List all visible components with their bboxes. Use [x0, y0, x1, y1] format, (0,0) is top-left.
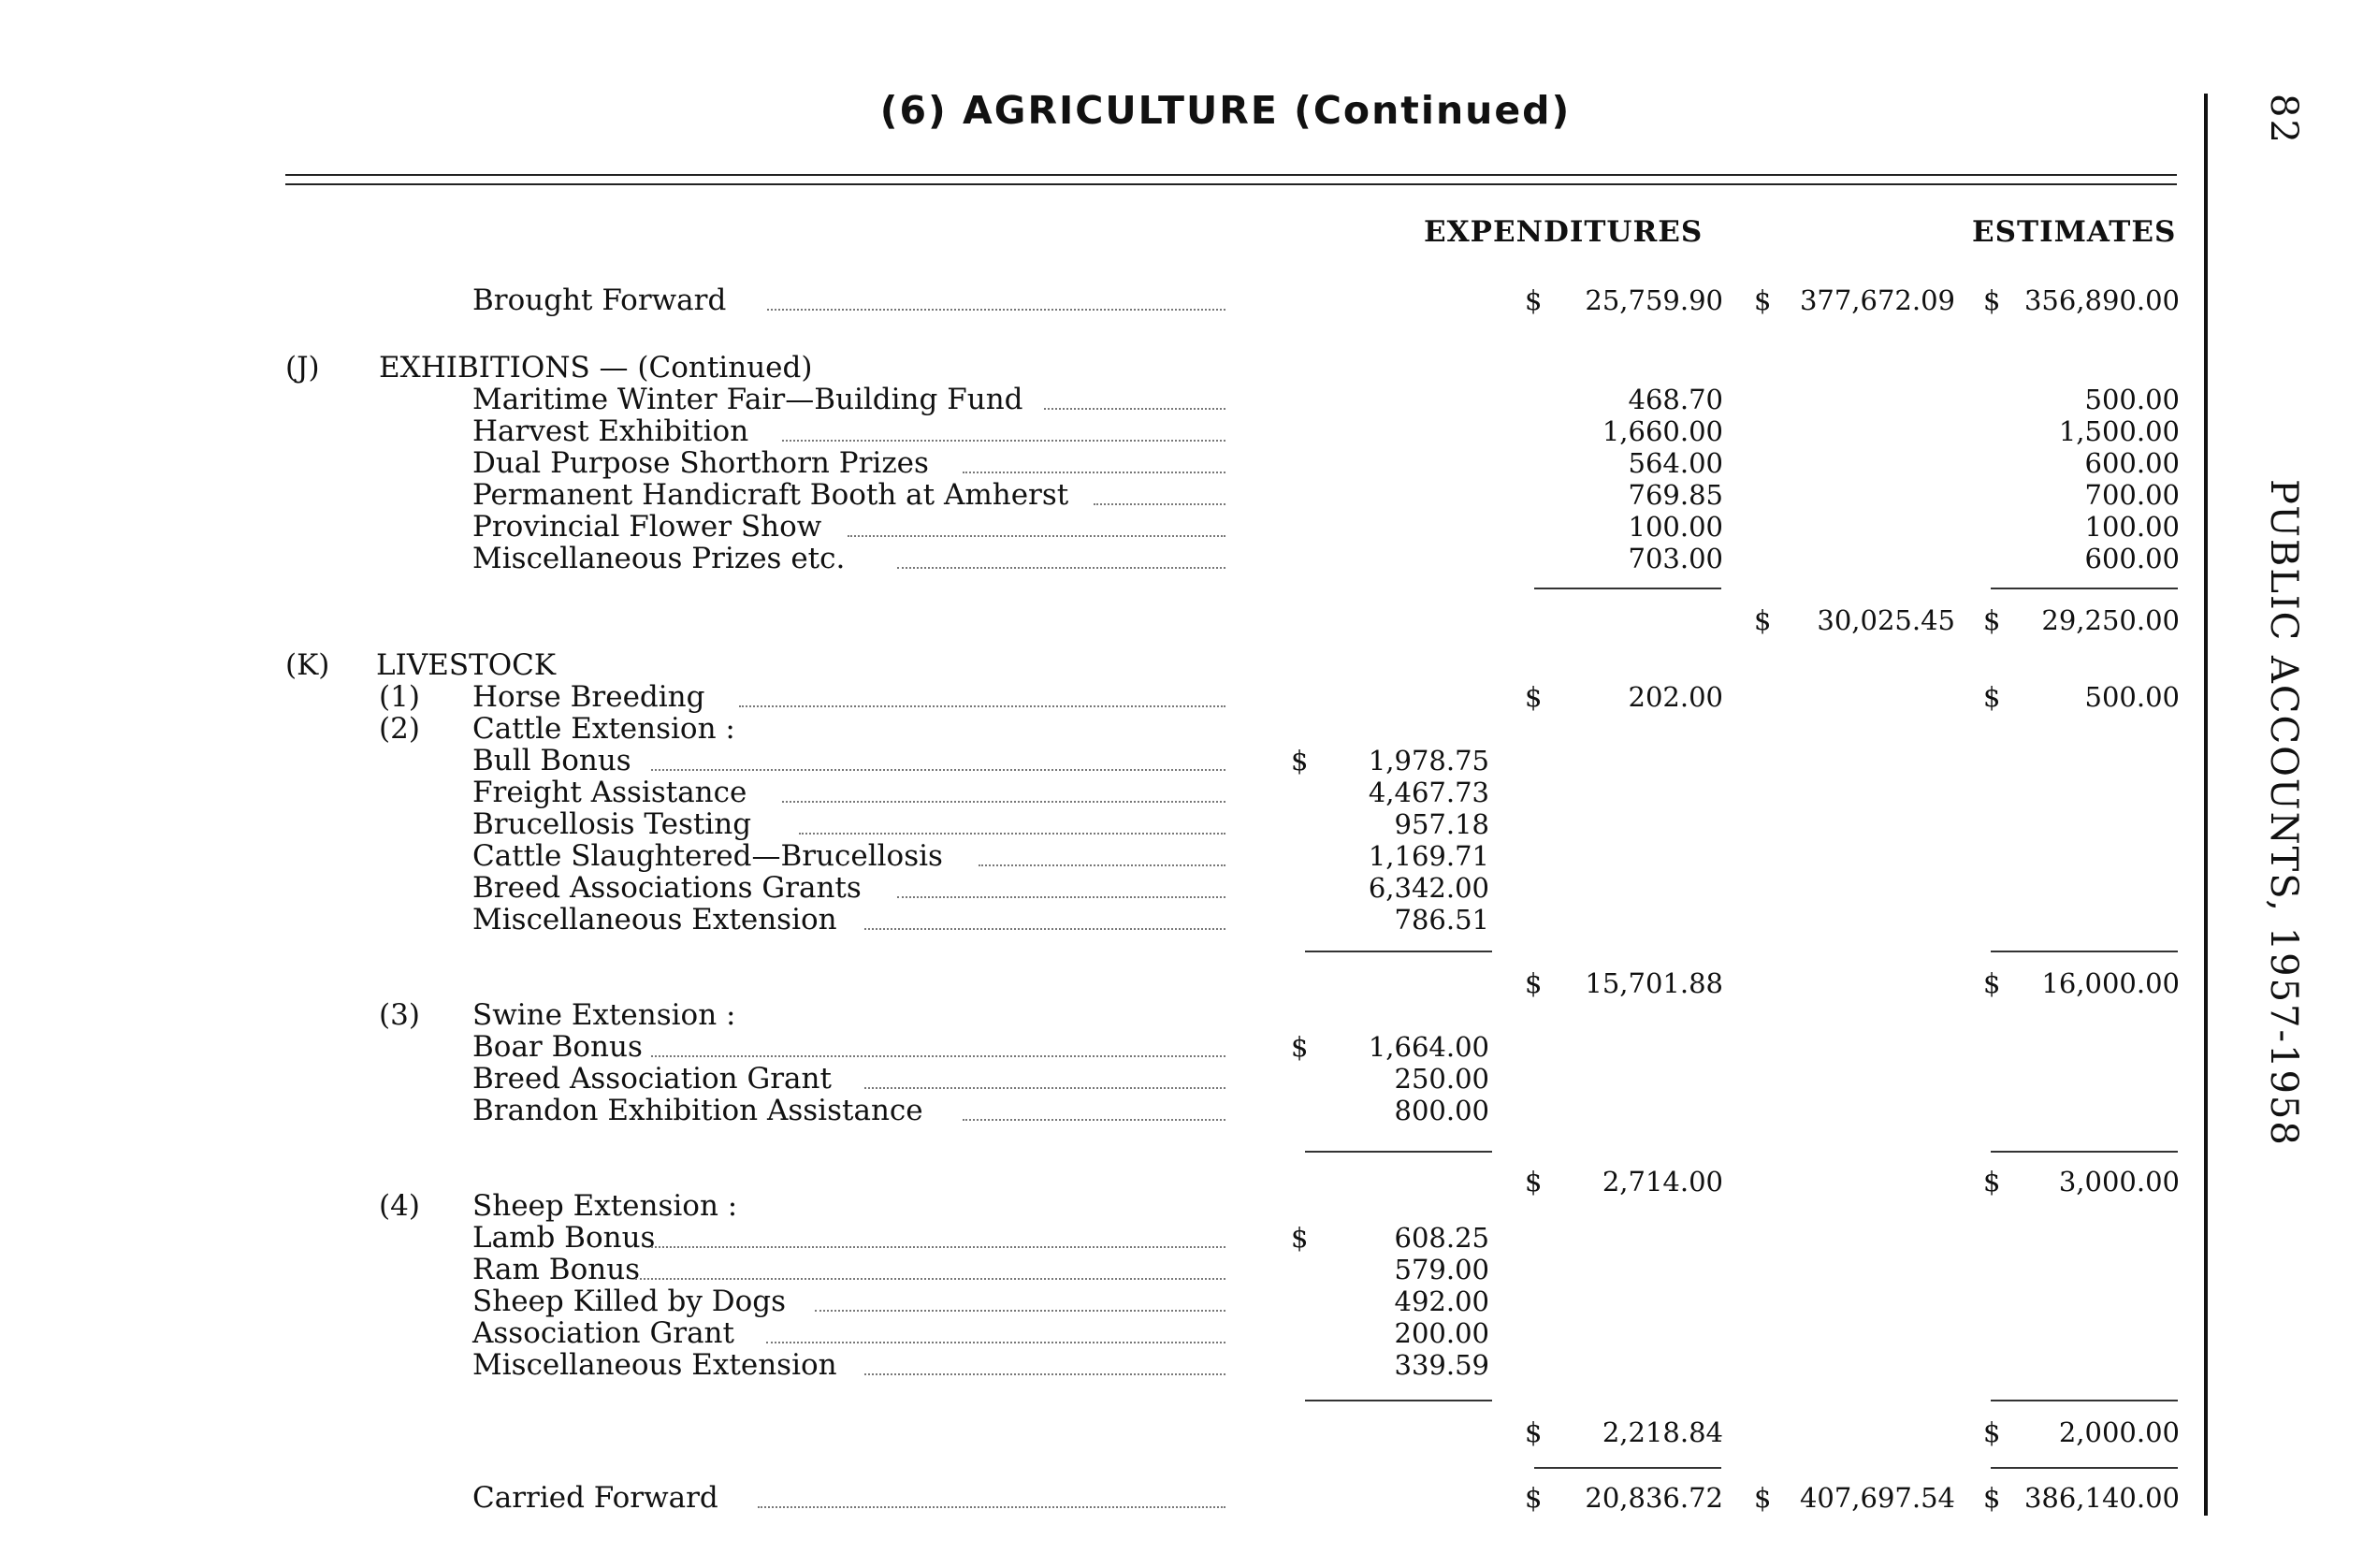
dollar-sign: $: [1525, 284, 1543, 316]
list-item: [0, 447, 2208, 479]
cattle-heading-row: [0, 713, 2208, 745]
page-number: 82: [2262, 94, 2305, 145]
detail-amount: 800.00: [1394, 1095, 1489, 1126]
column-header-expenditures: EXPENDITURES: [1424, 215, 1704, 249]
dot-leader: [1044, 408, 1225, 410]
detail-amount: 6,342.00: [1368, 872, 1489, 904]
amount: 407,697.54: [1799, 1482, 1955, 1514]
item-number: (1): [379, 680, 420, 714]
dollar-sign: $: [1754, 1482, 1772, 1514]
list-item: [0, 1063, 2208, 1095]
item-label: Miscellaneous Prizes etc.: [472, 542, 846, 575]
dot-leader: [635, 1278, 1226, 1280]
amount: 30,025.45: [1817, 604, 1955, 636]
dollar-sign: $: [1291, 1031, 1309, 1063]
list-item: [0, 511, 2208, 543]
detail-amount: 200.00: [1394, 1317, 1489, 1349]
detail-amount: 957.18: [1394, 808, 1489, 840]
dot-leader: [864, 1087, 1226, 1089]
item-label: Breed Association Grant: [472, 1062, 832, 1096]
item-label: Maritime Winter Fair—Building Fund: [472, 383, 1023, 416]
item-label: Cattle Slaughtered—Brucellosis: [472, 839, 943, 873]
subtotal-rule: [1305, 1400, 1492, 1401]
list-item: [0, 1317, 2208, 1349]
dollar-sign: $: [1525, 1482, 1543, 1514]
amount: 16,000.00: [2041, 967, 2180, 999]
dollar-sign: $: [1291, 1222, 1309, 1254]
item-label: Boar Bonus: [472, 1030, 643, 1064]
amount: 500.00: [2084, 681, 2180, 713]
dollar-sign: $: [1983, 604, 2001, 636]
dot-leader: [758, 1506, 1225, 1508]
detail-amount: 608.25: [1394, 1222, 1489, 1254]
dot-leader: [767, 309, 1225, 311]
dollar-sign: $: [1754, 604, 1772, 636]
subtotal-rule: [1991, 951, 2178, 952]
list-item: [0, 808, 2208, 840]
item-label: Brandon Exhibition Assistance: [472, 1094, 923, 1127]
item-label: Freight Assistance: [472, 776, 747, 809]
estimate-amount: 600.00: [2084, 447, 2180, 479]
list-item: [0, 479, 2208, 511]
list-item: [0, 1031, 2208, 1063]
estimate-amount: 500.00: [2084, 384, 2180, 415]
item-label: Brucellosis Testing: [472, 807, 752, 841]
dot-leader: [651, 1246, 1225, 1248]
section-heading: EXHIBITIONS — (Continued): [379, 351, 813, 385]
swine-heading-row: [0, 999, 2208, 1031]
amount: 2,714.00: [1602, 1166, 1723, 1198]
item-number: (2): [379, 712, 420, 746]
amount: 202.00: [1628, 681, 1723, 713]
estimate-amount: 1,500.00: [2058, 415, 2180, 447]
item-label: Permanent Handicraft Booth at Amherst: [472, 478, 1069, 512]
list-item: [0, 1095, 2208, 1126]
detail-amount: 339.59: [1394, 1349, 1489, 1381]
dollar-sign: $: [1754, 284, 1772, 316]
sheep-heading-row: [0, 1190, 2208, 1222]
subsection-heading: Swine Extension :: [472, 998, 736, 1032]
running-title: PUBLIC ACCOUNTS, 1957-1958: [2262, 479, 2305, 1147]
item-label: Miscellaneous Extension: [472, 903, 837, 936]
header-rule-bottom: [285, 183, 2177, 185]
dot-leader: [782, 801, 1225, 803]
list-item: [0, 840, 2208, 872]
dot-leader: [864, 928, 1226, 930]
dollar-sign: $: [1983, 1166, 2001, 1198]
header-rule-top: [285, 174, 2177, 176]
item-label: Lamb Bonus: [472, 1221, 656, 1255]
dollar-sign: $: [1291, 745, 1309, 777]
item-number: (3): [379, 998, 420, 1032]
expenditure-amount: 1,660.00: [1602, 415, 1723, 447]
detail-amount: 1,664.00: [1368, 1031, 1489, 1063]
livestock-heading-row: [0, 649, 2208, 681]
amount: 2,000.00: [2058, 1416, 2180, 1448]
expenditure-amount: 769.85: [1628, 479, 1723, 511]
dot-leader: [848, 535, 1225, 537]
detail-amount: 786.51: [1394, 904, 1489, 936]
dollar-sign: $: [1983, 967, 2001, 999]
amount: 377,672.09: [1799, 284, 1955, 316]
item-label: Ram Bonus: [472, 1253, 641, 1286]
list-item: [0, 1349, 2208, 1381]
list-item: [0, 1254, 2208, 1285]
item-label: Dual Purpose Shorthorn Prizes: [472, 446, 929, 480]
subtotal-rule: [1305, 1151, 1492, 1153]
dollar-sign: $: [1983, 1482, 2001, 1514]
dot-leader: [739, 705, 1225, 707]
dot-leader: [651, 1055, 1225, 1057]
dot-leader: [979, 864, 1225, 866]
dot-leader: [651, 769, 1225, 771]
subtotal-rule: [1305, 951, 1492, 952]
dot-leader: [897, 896, 1226, 898]
item-label: Provincial Flower Show: [472, 510, 822, 544]
total-rule: [1991, 1467, 2178, 1469]
dot-leader: [864, 1373, 1226, 1375]
list-item: [0, 415, 2208, 447]
column-header-estimates: ESTIMATES: [1972, 215, 2177, 249]
section-marker: (J): [285, 351, 320, 385]
dot-leader: [1094, 503, 1226, 505]
list-item: [0, 872, 2208, 904]
dollar-sign: $: [1525, 967, 1543, 999]
subsection-heading: Sheep Extension :: [472, 1189, 738, 1223]
item-label: Association Grant: [472, 1316, 734, 1350]
row-label: Horse Breeding: [472, 680, 705, 714]
estimate-amount: 700.00: [2084, 479, 2180, 511]
list-item: [0, 1222, 2208, 1254]
detail-amount: 579.00: [1394, 1254, 1489, 1285]
subtotal-rule: [1991, 1400, 2178, 1401]
expenditure-amount: 703.00: [1628, 543, 1723, 574]
estimate-amount: 600.00: [2084, 543, 2180, 574]
dollar-sign: $: [1525, 1416, 1543, 1448]
dot-leader: [963, 1119, 1226, 1121]
dollar-sign: $: [1525, 1166, 1543, 1198]
amount: 356,890.00: [2023, 284, 2180, 316]
detail-amount: 1,978.75: [1368, 745, 1489, 777]
list-item: [0, 904, 2208, 936]
amount: 386,140.00: [2023, 1482, 2180, 1514]
section-marker: (K): [285, 648, 330, 682]
dot-leader: [963, 472, 1226, 473]
brought-forward-row: [0, 284, 2208, 316]
item-label: Harvest Exhibition: [472, 414, 749, 448]
horse-breeding-row: [0, 681, 2208, 713]
section-heading: LIVESTOCK: [376, 648, 557, 682]
amount: 15,701.88: [1585, 967, 1723, 999]
subsection-heading: Cattle Extension :: [472, 712, 735, 746]
detail-amount: 492.00: [1394, 1285, 1489, 1317]
list-item: [0, 777, 2208, 808]
dollar-sign: $: [1983, 681, 2001, 713]
total-rule: [1534, 1467, 1721, 1469]
row-label: Brought Forward: [472, 283, 727, 317]
dot-leader: [897, 567, 1226, 569]
detail-amount: 250.00: [1394, 1063, 1489, 1095]
dot-leader: [766, 1342, 1226, 1343]
expenditure-amount: 468.70: [1628, 384, 1723, 415]
dot-leader: [782, 440, 1225, 442]
exhibitions-heading-row: [0, 352, 2208, 384]
subtotal-rule: [1534, 588, 1721, 589]
exhibitions-total-row: [0, 604, 2208, 636]
row-label: Carried Forward: [472, 1481, 718, 1515]
amount: 20,836.72: [1585, 1482, 1723, 1514]
amount: 2,218.84: [1602, 1416, 1723, 1448]
list-item: [0, 1285, 2208, 1317]
estimate-amount: 100.00: [2084, 511, 2180, 543]
amount: 3,000.00: [2058, 1166, 2180, 1198]
subtotal-rule: [1991, 588, 2178, 589]
carried-forward-row: [0, 1482, 2208, 1514]
item-label: Sheep Killed by Dogs: [472, 1285, 787, 1318]
list-item: [0, 543, 2208, 574]
page-title: (6) AGRICULTURE (Continued): [879, 88, 1572, 133]
amount: 29,250.00: [2041, 604, 2180, 636]
sheep-total-row: [0, 1416, 2208, 1448]
expenditure-amount: 564.00: [1628, 447, 1723, 479]
cattle-total-row: [0, 967, 2208, 999]
list-item: [0, 384, 2208, 415]
subtotal-rule: [1991, 1151, 2178, 1153]
dot-leader: [799, 833, 1226, 835]
detail-amount: 1,169.71: [1368, 840, 1489, 872]
dollar-sign: $: [1983, 1416, 2001, 1448]
amount: 25,759.90: [1585, 284, 1723, 316]
item-label: Miscellaneous Extension: [472, 1348, 837, 1382]
detail-amount: 4,467.73: [1368, 777, 1489, 808]
dollar-sign: $: [1983, 284, 2001, 316]
expenditure-amount: 100.00: [1628, 511, 1723, 543]
list-item: [0, 745, 2208, 777]
item-number: (4): [379, 1189, 420, 1223]
item-label: Breed Associations Grants: [472, 871, 862, 905]
dot-leader: [815, 1310, 1225, 1312]
dollar-sign: $: [1525, 681, 1543, 713]
item-label: Bull Bonus: [472, 744, 631, 777]
